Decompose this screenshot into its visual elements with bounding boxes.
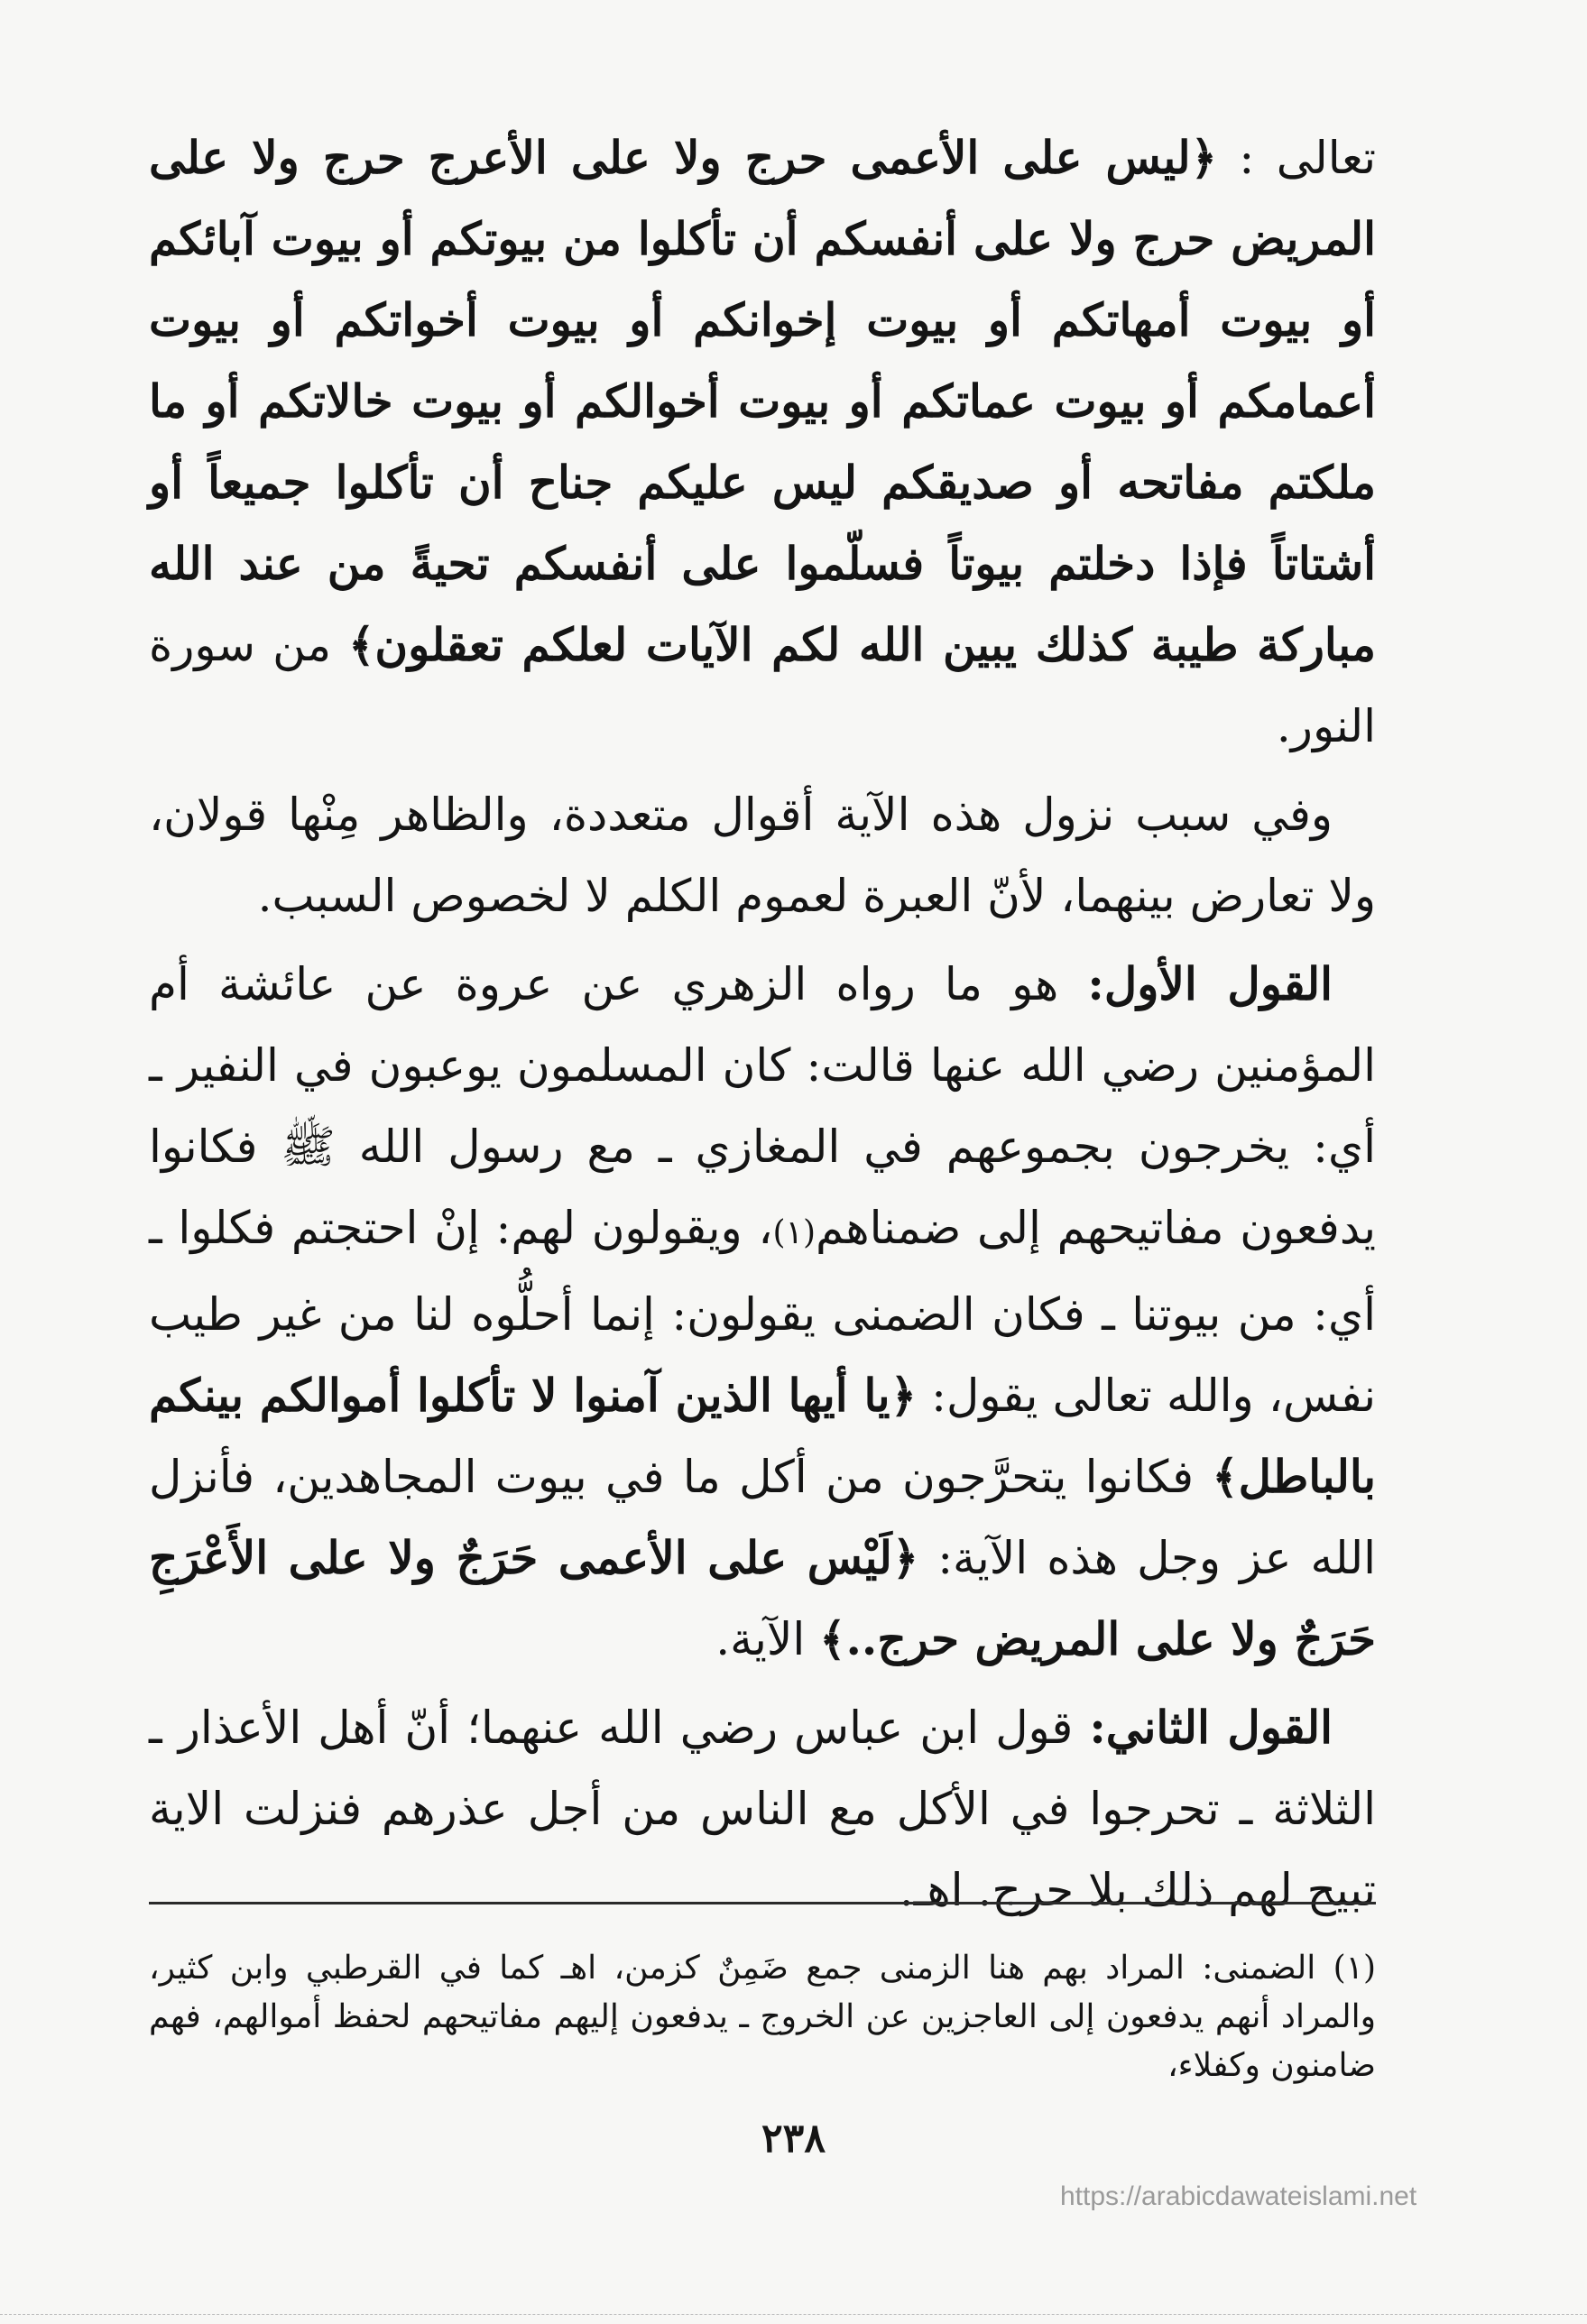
first-opinion-text-3: فكانوا يتحرَّجون من أكل ما في بيوت المجاهدين، فأنزل الله عز وجل هذه الآية: (149, 1451, 1376, 1584)
surah-reference: من سورة النور. (149, 619, 1376, 752)
first-opinion-label: القول الأول: (1087, 957, 1333, 1010)
paragraph-first-opinion (149, 944, 1376, 1680)
page-number: ٢٣٨ (761, 2116, 826, 2162)
second-opinion-label: القول الثاني: (1089, 1701, 1333, 1754)
footnote-divider (149, 1902, 1376, 1904)
footnote-mark: (١) (1333, 1950, 1376, 1987)
second-opinion-text: قول ابن عباس رضي الله عنهما؛ أنّ أهل الأعذار ـ الثلاثة ـ تحرجوا في الأكل مع الناس من أجل عذرهم فنزلت الاية تبيح لهم ذلك بلا حرج. اهـ. (149, 1702, 1376, 1916)
footnote-text: الضمنى: المراد بهم هنا الزمنى جمع ضَمِنٌ كزمن، اهـ كما في القرطبي وابن كثير، والمراد أنهم يدفعون إلى العاجزين عن الخروج ـ يدفعون إليهم مفاتيحهم لحفظ أموالهم، فهم ضامنون وكفلاء، (149, 1950, 1376, 2084)
first-opinion-text-1: هو ما رواه الزهري عن عروة عن عائشة أم المؤمنين رضي الله عنها قالت: كان المسلمون يوعبون في النفير ـ أي: يخرجون بجموعهم في المغازي ـ مع رسول الله ﷺ فكانوا يدفعون مفاتيحهم إلى ضمناهم (149, 958, 1376, 1254)
watermark-url[interactable]: https://arabicdawateislami.net (1060, 2181, 1417, 2211)
footnote (149, 1944, 1376, 2090)
paragraph-verse (149, 117, 1376, 767)
quran-verse: ﴿ليس على الأعمى حرج ولا على الأعرج حرج ولا على المريض حرج ولا على أنفسكم أن تأكلوا من بيوتكم أو بيوت آبائكم أو بيوت أمهاتكم أو بيوت إخوانكم أو بيوت أخواتكم أو بيوت أعمامكم أو بيوت عماتكم أو بيوت أخوالكم أو بيوت خالاتكم أو ما ملكتم مفاتحه أو صديقكم ليس عليكم جناح أن تأكلوا جميعاً أو أشتاتاً فإذا دخلتم بيوتاً فسلّموا على أنفسكم تحيةً من عند الله مباركة طيبة كذلك يبين الله لكم الآيات لعلكم تعقلون﴾ (149, 131, 1376, 671)
first-opinion-text-4: الآية. (715, 1613, 806, 1665)
intro-text: تعالى : (1239, 132, 1376, 184)
first-opinion-text-2: ، ويقولون لهم: إنْ احتجتم فكلوا ـ أي: من بيوتنا ـ فكان الضمنى يقولون: إنما أحلُّوه لنا من غير طيب نفس، والله تعالى يقول: (149, 1202, 1376, 1422)
quran-verse-baqarah: ﴿يا أيها الذين آمنوا لا تأكلوا أموالكم بينكم بالباطل﴾ (149, 1369, 1376, 1503)
footnote-reference[interactable]: (١) (772, 1214, 816, 1251)
paragraph-reasons: وفي سبب نزول هذه الآية أقوال متعددة، والظاهر مِنْها قولان، ولا تعارض بينهما، لأنّ العبرة لعموم الكلم لا لخصوص السبب. (149, 788, 1376, 922)
page-body (149, 117, 1376, 1931)
scan-edge-line (0, 2314, 1587, 2315)
paragraph-second-opinion (149, 1687, 1376, 1931)
quran-verse-nur: ﴿لَيْس على الأعمى حَرَجٌ ولا على الأَعْرَجِ حَرَجٌ ولا على المريض حرج..﴾ (149, 1531, 1376, 1665)
